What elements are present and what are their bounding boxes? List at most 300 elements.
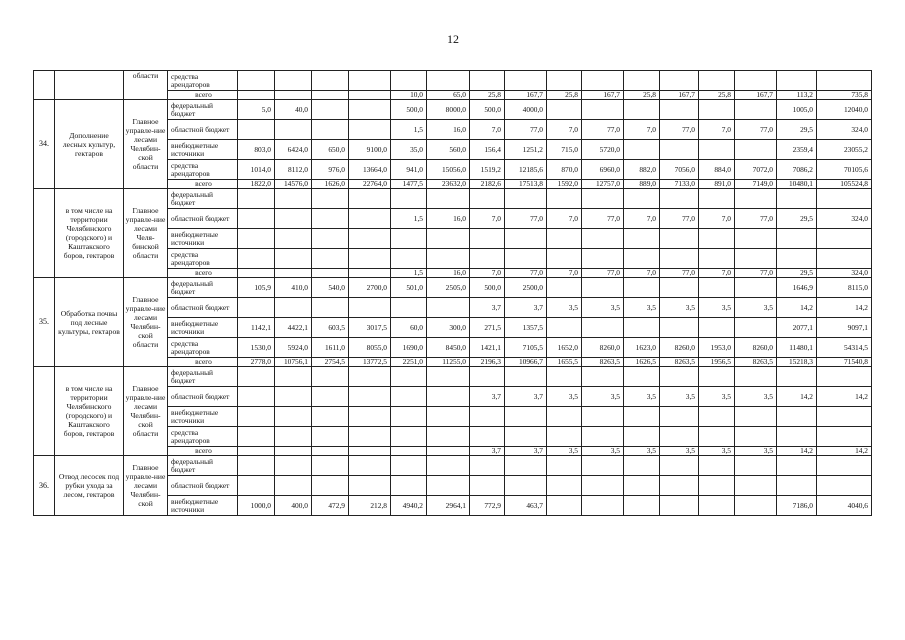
value-cell: 65,0 <box>427 91 470 100</box>
value-cell: 1690,0 <box>391 338 427 358</box>
value-cell: 77,0 <box>735 120 777 140</box>
value-cell: 7,0 <box>699 269 735 278</box>
value-cell <box>735 367 777 387</box>
funding-source: средства арендаторов <box>168 338 238 358</box>
value-cell <box>505 476 547 496</box>
value-cell: 772,9 <box>470 496 505 516</box>
value-cell <box>547 229 582 249</box>
funding-source: всего <box>168 358 238 367</box>
value-cell <box>699 318 735 338</box>
value-cell: 4000,0 <box>505 100 547 120</box>
value-cell <box>427 427 470 447</box>
value-cell <box>275 71 312 91</box>
value-cell: 71540,8 <box>817 358 872 367</box>
value-cell <box>817 367 872 387</box>
value-cell: 8260,0 <box>735 338 777 358</box>
value-cell: 324,0 <box>817 120 872 140</box>
value-cell <box>817 456 872 476</box>
value-cell <box>275 456 312 476</box>
value-cell: 9097,1 <box>817 318 872 338</box>
value-cell <box>391 387 427 407</box>
value-cell <box>777 407 817 427</box>
value-cell <box>547 100 582 120</box>
value-cell: 7086,2 <box>777 160 817 180</box>
value-cell: 10966,7 <box>505 358 547 367</box>
value-cell: 1357,5 <box>505 318 547 338</box>
value-cell <box>777 229 817 249</box>
value-cell: 23632,0 <box>427 180 470 189</box>
funding-source: областной бюджет <box>168 120 238 140</box>
value-cell <box>624 407 660 427</box>
value-cell: 8112,0 <box>275 160 312 180</box>
table-row <box>34 278 872 298</box>
value-cell: 500,0 <box>470 278 505 298</box>
item-number <box>34 71 55 100</box>
value-cell <box>547 407 582 427</box>
value-cell <box>391 427 427 447</box>
value-cell: 7,0 <box>624 269 660 278</box>
value-cell: 3017,5 <box>349 318 391 338</box>
value-cell <box>349 229 391 249</box>
value-cell <box>470 367 505 387</box>
value-cell <box>349 120 391 140</box>
value-cell <box>238 407 275 427</box>
value-cell <box>582 496 624 516</box>
value-cell: 3,5 <box>547 447 582 456</box>
value-cell <box>349 456 391 476</box>
value-cell: 2500,0 <box>505 278 547 298</box>
value-cell <box>699 229 735 249</box>
value-cell: 7,0 <box>547 120 582 140</box>
value-cell <box>505 229 547 249</box>
value-cell: 1000,0 <box>238 496 275 516</box>
value-cell: 500,0 <box>470 100 505 120</box>
value-cell: 10,0 <box>391 91 427 100</box>
value-cell: 3,5 <box>547 298 582 318</box>
value-cell: 2196,3 <box>470 358 505 367</box>
value-cell: 400,0 <box>275 496 312 516</box>
value-cell: 77,0 <box>505 209 547 229</box>
value-cell: 5720,0 <box>582 140 624 160</box>
value-cell <box>735 407 777 427</box>
value-cell <box>349 71 391 91</box>
value-cell: 8450,0 <box>427 338 470 358</box>
value-cell <box>777 456 817 476</box>
value-cell: 2964,1 <box>427 496 470 516</box>
value-cell <box>391 298 427 318</box>
value-cell <box>547 71 582 91</box>
value-cell <box>660 456 699 476</box>
value-cell: 3,5 <box>735 447 777 456</box>
value-cell: 1626,0 <box>312 180 349 189</box>
value-cell: 25,8 <box>547 91 582 100</box>
value-cell <box>275 447 312 456</box>
value-cell <box>624 318 660 338</box>
value-cell <box>505 427 547 447</box>
value-cell: 29,5 <box>777 269 817 278</box>
value-cell: 2778,0 <box>238 358 275 367</box>
value-cell <box>238 120 275 140</box>
value-cell <box>275 269 312 278</box>
value-cell: 540,0 <box>312 278 349 298</box>
funding-source: федеральный бюджет <box>168 367 238 387</box>
value-cell: 1251,2 <box>505 140 547 160</box>
value-cell: 7,0 <box>699 120 735 140</box>
value-cell <box>505 189 547 209</box>
value-cell: 156,4 <box>470 140 505 160</box>
value-cell <box>349 447 391 456</box>
value-cell <box>312 427 349 447</box>
value-cell: 212,8 <box>349 496 391 516</box>
value-cell: 1822,0 <box>238 180 275 189</box>
value-cell <box>660 278 699 298</box>
value-cell: 1623,0 <box>624 338 660 358</box>
value-cell <box>660 407 699 427</box>
funding-source: всего <box>168 91 238 100</box>
value-cell <box>624 367 660 387</box>
value-cell: 14,2 <box>777 387 817 407</box>
value-cell <box>427 456 470 476</box>
value-cell <box>349 189 391 209</box>
value-cell: 1142,1 <box>238 318 275 338</box>
value-cell: 35,0 <box>391 140 427 160</box>
value-cell: 14,2 <box>817 387 872 407</box>
value-cell <box>777 189 817 209</box>
funding-source: федеральный бюджет <box>168 456 238 476</box>
value-cell: 8115,0 <box>817 278 872 298</box>
value-cell: 3,7 <box>505 387 547 407</box>
value-cell <box>238 71 275 91</box>
table-row <box>34 100 872 120</box>
value-cell <box>735 456 777 476</box>
item-number: 34. <box>34 100 55 189</box>
value-cell: 77,0 <box>582 209 624 229</box>
value-cell <box>582 249 624 269</box>
value-cell: 4422,1 <box>275 318 312 338</box>
value-cell <box>547 318 582 338</box>
value-cell <box>547 476 582 496</box>
budget-table <box>33 70 872 516</box>
funding-source: внебюджетные источники <box>168 496 238 516</box>
value-cell <box>427 229 470 249</box>
value-cell <box>735 100 777 120</box>
executor: Главное управле-ние лесами Челябин-ской области <box>124 278 168 367</box>
value-cell <box>547 456 582 476</box>
value-cell: 40,0 <box>275 100 312 120</box>
value-cell <box>547 496 582 516</box>
value-cell: 7,0 <box>470 269 505 278</box>
value-cell <box>391 229 427 249</box>
value-cell <box>349 367 391 387</box>
value-cell: 803,0 <box>238 140 275 160</box>
value-cell <box>777 71 817 91</box>
value-cell <box>427 298 470 318</box>
value-cell <box>735 229 777 249</box>
value-cell <box>735 318 777 338</box>
value-cell <box>624 427 660 447</box>
value-cell: 6424,0 <box>275 140 312 160</box>
funding-source: всего <box>168 269 238 278</box>
value-cell: 7,0 <box>624 120 660 140</box>
value-cell: 77,0 <box>505 269 547 278</box>
value-cell: 9100,0 <box>349 140 391 160</box>
value-cell <box>699 100 735 120</box>
value-cell: 1519,2 <box>470 160 505 180</box>
value-cell <box>238 209 275 229</box>
value-cell: 1646,9 <box>777 278 817 298</box>
value-cell: 3,7 <box>470 387 505 407</box>
value-cell: 3,5 <box>582 387 624 407</box>
value-cell <box>275 298 312 318</box>
activity-description <box>55 71 124 100</box>
table-row <box>34 71 872 91</box>
funding-source: внебюджетные источники <box>168 140 238 160</box>
value-cell: 113,2 <box>777 91 817 100</box>
value-cell <box>275 427 312 447</box>
value-cell: 6960,0 <box>582 160 624 180</box>
value-cell <box>470 189 505 209</box>
funding-source: федеральный бюджет <box>168 189 238 209</box>
value-cell: 3,5 <box>699 298 735 318</box>
value-cell <box>349 249 391 269</box>
value-cell: 650,0 <box>312 140 349 160</box>
value-cell <box>660 100 699 120</box>
value-cell: 603,5 <box>312 318 349 338</box>
value-cell <box>817 427 872 447</box>
value-cell <box>582 476 624 496</box>
value-cell <box>660 496 699 516</box>
value-cell <box>817 476 872 496</box>
value-cell: 60,0 <box>391 318 427 338</box>
value-cell <box>312 447 349 456</box>
value-cell: 167,7 <box>660 91 699 100</box>
table-row <box>34 189 872 209</box>
funding-source: средства арендаторов <box>168 160 238 180</box>
value-cell <box>624 278 660 298</box>
value-cell: 884,0 <box>699 160 735 180</box>
value-cell: 105524,8 <box>817 180 872 189</box>
funding-source: внебюджетные источники <box>168 229 238 249</box>
value-cell: 889,0 <box>624 180 660 189</box>
item-number <box>34 367 55 456</box>
value-cell: 16,0 <box>427 269 470 278</box>
executor: Главное управле-ние лесами Челябин-ской области <box>124 367 168 456</box>
value-cell <box>275 249 312 269</box>
value-cell: 77,0 <box>735 269 777 278</box>
value-cell <box>582 278 624 298</box>
value-cell: 8263,5 <box>582 358 624 367</box>
value-cell: 3,5 <box>699 387 735 407</box>
value-cell <box>582 427 624 447</box>
value-cell: 7,0 <box>470 209 505 229</box>
value-cell: 8263,5 <box>735 358 777 367</box>
value-cell <box>312 407 349 427</box>
value-cell <box>312 476 349 496</box>
value-cell <box>238 91 275 100</box>
item-number <box>34 189 55 278</box>
value-cell: 3,5 <box>624 387 660 407</box>
value-cell: 1626,5 <box>624 358 660 367</box>
activity-description: в том числе на территории Челябинского (городского) и Каштакского боров, гектаров <box>55 189 124 278</box>
value-cell: 7186,0 <box>777 496 817 516</box>
value-cell <box>427 447 470 456</box>
value-cell <box>238 229 275 249</box>
page-number: 12 <box>447 32 459 46</box>
value-cell <box>275 209 312 229</box>
value-cell <box>582 407 624 427</box>
funding-source: федеральный бюджет <box>168 278 238 298</box>
value-cell: 560,0 <box>427 140 470 160</box>
value-cell <box>735 189 777 209</box>
funding-source: внебюджетные источники <box>168 407 238 427</box>
value-cell <box>470 427 505 447</box>
value-cell <box>735 496 777 516</box>
value-cell <box>238 249 275 269</box>
value-cell <box>699 456 735 476</box>
value-cell: 1530,0 <box>238 338 275 358</box>
value-cell: 8260,0 <box>582 338 624 358</box>
value-cell: 2251,0 <box>391 358 427 367</box>
value-cell <box>547 249 582 269</box>
executor: Главное управле-ние лесами Челябин-ской области <box>124 100 168 189</box>
value-cell <box>275 189 312 209</box>
value-cell <box>238 269 275 278</box>
value-cell <box>427 367 470 387</box>
value-cell: 4940,2 <box>391 496 427 516</box>
activity-description: Обработка почвы под лесные культуры, гектаров <box>55 278 124 367</box>
value-cell: 3,7 <box>505 298 547 318</box>
value-cell <box>735 278 777 298</box>
value-cell: 2505,0 <box>427 278 470 298</box>
value-cell: 3,5 <box>660 447 699 456</box>
funding-source: средства арендаторов <box>168 71 238 91</box>
value-cell: 25,8 <box>699 91 735 100</box>
value-cell <box>624 249 660 269</box>
value-cell: 7,0 <box>547 209 582 229</box>
value-cell: 25,8 <box>624 91 660 100</box>
value-cell: 167,7 <box>735 91 777 100</box>
value-cell: 12040,0 <box>817 100 872 120</box>
value-cell <box>391 476 427 496</box>
value-cell <box>624 229 660 249</box>
value-cell: 882,0 <box>624 160 660 180</box>
value-cell <box>699 496 735 516</box>
value-cell: 1611,0 <box>312 338 349 358</box>
value-cell: 1956,5 <box>699 358 735 367</box>
value-cell: 500,0 <box>391 100 427 120</box>
value-cell: 1,5 <box>391 269 427 278</box>
value-cell: 17513,8 <box>505 180 547 189</box>
value-cell: 3,5 <box>624 447 660 456</box>
value-cell <box>735 476 777 496</box>
value-cell: 1,5 <box>391 120 427 140</box>
value-cell <box>349 100 391 120</box>
value-cell <box>660 140 699 160</box>
value-cell: 1655,5 <box>547 358 582 367</box>
value-cell <box>391 407 427 427</box>
value-cell: 3,5 <box>735 387 777 407</box>
activity-description: в том числе на территории Челябинского (городского) и Каштакского боров, гектаров <box>55 367 124 456</box>
value-cell <box>777 367 817 387</box>
value-cell <box>505 367 547 387</box>
value-cell <box>699 367 735 387</box>
value-cell <box>582 189 624 209</box>
value-cell: 2359,4 <box>777 140 817 160</box>
value-cell <box>238 367 275 387</box>
activity-description: Отвод лесосек под рубки ухода за лесом, гектаров <box>55 456 124 516</box>
value-cell <box>699 278 735 298</box>
value-cell <box>735 71 777 91</box>
value-cell: 941,0 <box>391 160 427 180</box>
value-cell: 12757,0 <box>582 180 624 189</box>
value-cell <box>699 249 735 269</box>
value-cell: 77,0 <box>582 269 624 278</box>
value-cell <box>312 249 349 269</box>
value-cell: 1421,1 <box>470 338 505 358</box>
value-cell <box>582 367 624 387</box>
value-cell <box>391 249 427 269</box>
value-cell: 1477,5 <box>391 180 427 189</box>
value-cell: 2077,1 <box>777 318 817 338</box>
value-cell: 15056,0 <box>427 160 470 180</box>
value-cell: 7,0 <box>470 120 505 140</box>
value-cell <box>470 407 505 427</box>
value-cell <box>817 71 872 91</box>
funding-source: областной бюджет <box>168 387 238 407</box>
value-cell: 14,2 <box>817 447 872 456</box>
value-cell: 5,0 <box>238 100 275 120</box>
value-cell <box>312 91 349 100</box>
value-cell: 8055,0 <box>349 338 391 358</box>
value-cell: 10756,1 <box>275 358 312 367</box>
value-cell <box>275 387 312 407</box>
value-cell <box>391 447 427 456</box>
funding-source: всего <box>168 180 238 189</box>
value-cell <box>470 476 505 496</box>
value-cell: 11255,0 <box>427 358 470 367</box>
value-cell: 77,0 <box>660 120 699 140</box>
value-cell: 77,0 <box>505 120 547 140</box>
value-cell <box>312 71 349 91</box>
executor: Главное управле-ние лесами Челябин-ской <box>124 456 168 516</box>
value-cell <box>660 249 699 269</box>
value-cell <box>699 140 735 160</box>
value-cell: 25,8 <box>470 91 505 100</box>
value-cell <box>275 229 312 249</box>
value-cell <box>582 318 624 338</box>
value-cell <box>777 476 817 496</box>
value-cell: 23055,2 <box>817 140 872 160</box>
value-cell <box>238 476 275 496</box>
value-cell <box>470 456 505 476</box>
value-cell <box>817 229 872 249</box>
value-cell <box>699 476 735 496</box>
value-cell <box>777 249 817 269</box>
funding-source: внебюджетные источники <box>168 318 238 338</box>
value-cell <box>427 249 470 269</box>
value-cell: 105,9 <box>238 278 275 298</box>
value-cell: 1005,0 <box>777 100 817 120</box>
value-cell: 14,2 <box>817 298 872 318</box>
value-cell <box>624 456 660 476</box>
value-cell <box>275 407 312 427</box>
value-cell <box>735 140 777 160</box>
value-cell: 29,5 <box>777 120 817 140</box>
value-cell: 501,0 <box>391 278 427 298</box>
value-cell: 15218,3 <box>777 358 817 367</box>
value-cell: 3,7 <box>470 298 505 318</box>
value-cell: 7149,0 <box>735 180 777 189</box>
